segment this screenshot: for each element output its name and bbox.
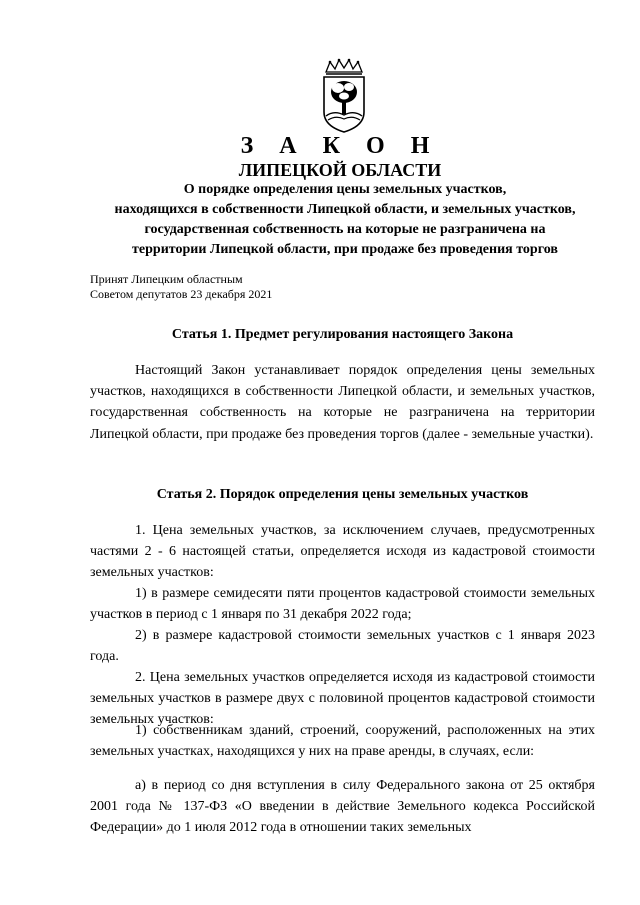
article-1-paragraph: Настоящий Закон устанавливает порядок определения цены земельных участков, находящихся в собственности Липецкой области, и земельных участков, государственная собственность на которые не разграничена на территории Липецкой области, при продаже без проведения торгов (далее - земельные участки). [90, 363, 595, 442]
article-2-heading: Статья 2. Порядок определения цены земельных участков [156, 487, 529, 502]
article-2-part-1-item-1: 1) в размере семидесяти пяти процентов кадастровой стоимости земельных участков в период с 1 января по 31 декабря 2022 года; [90, 586, 595, 623]
region-name: ЛИПЕЦКОЙ ОБЛАСТИ [238, 160, 442, 180]
law-title-line: находящихся в собственности Липецкой области, и земельных участков, [114, 202, 576, 217]
adoption-note-line: Принят Липецким областным [90, 272, 243, 286]
coat-of-arms-icon [318, 58, 370, 134]
article-2-part-2: 2. Цена земельных участков определяется исходя из кадастровой стоимости земельных участков в размере двух с половиной процентов кадастровой стоимости земельных участков: [90, 670, 595, 728]
law-title [80, 180, 610, 260]
adoption-note-line: Советом депутатов 23 декабря 2021 [90, 287, 273, 301]
law-title-line: О порядке определения цены земельных участков, [183, 182, 507, 197]
article-2-part-1-item-2: 2) в размере кадастровой стоимости земельных участков с 1 января 2023 года. [90, 628, 595, 665]
document-type: З А К О Н [240, 133, 440, 159]
article-2-part-1: 1. Цена земельных участков, за исключением случаев, предусмотренных частями 2 - 6 настоящей статьи, определяется исходя из кадастровой стоимости земельных участков: [90, 523, 595, 581]
article-2-part-2-item-1: 1) собственникам зданий, строений, сооружений, расположенных на этих земельных участках, находящихся у них на праве аренды, в случаях, если: [90, 723, 595, 760]
law-title-line: территории Липецкой области, при продаже без проведения торгов [132, 242, 558, 257]
law-title-line: государственная собственность на которые не разграничена на [144, 222, 546, 237]
article-2-part-2-item-1-a: а) в период со дня вступления в силу Федерального закона от 25 октября 2001 года № 137-ФЗ «О введении в действие Земельного кодекса Российской Федерации» до 1 июля 2012 года в отношении таких земельных [90, 778, 595, 836]
article-1-heading: Статья 1. Предмет регулирования настоящего Закона [171, 327, 514, 342]
adoption-note [90, 272, 272, 302]
